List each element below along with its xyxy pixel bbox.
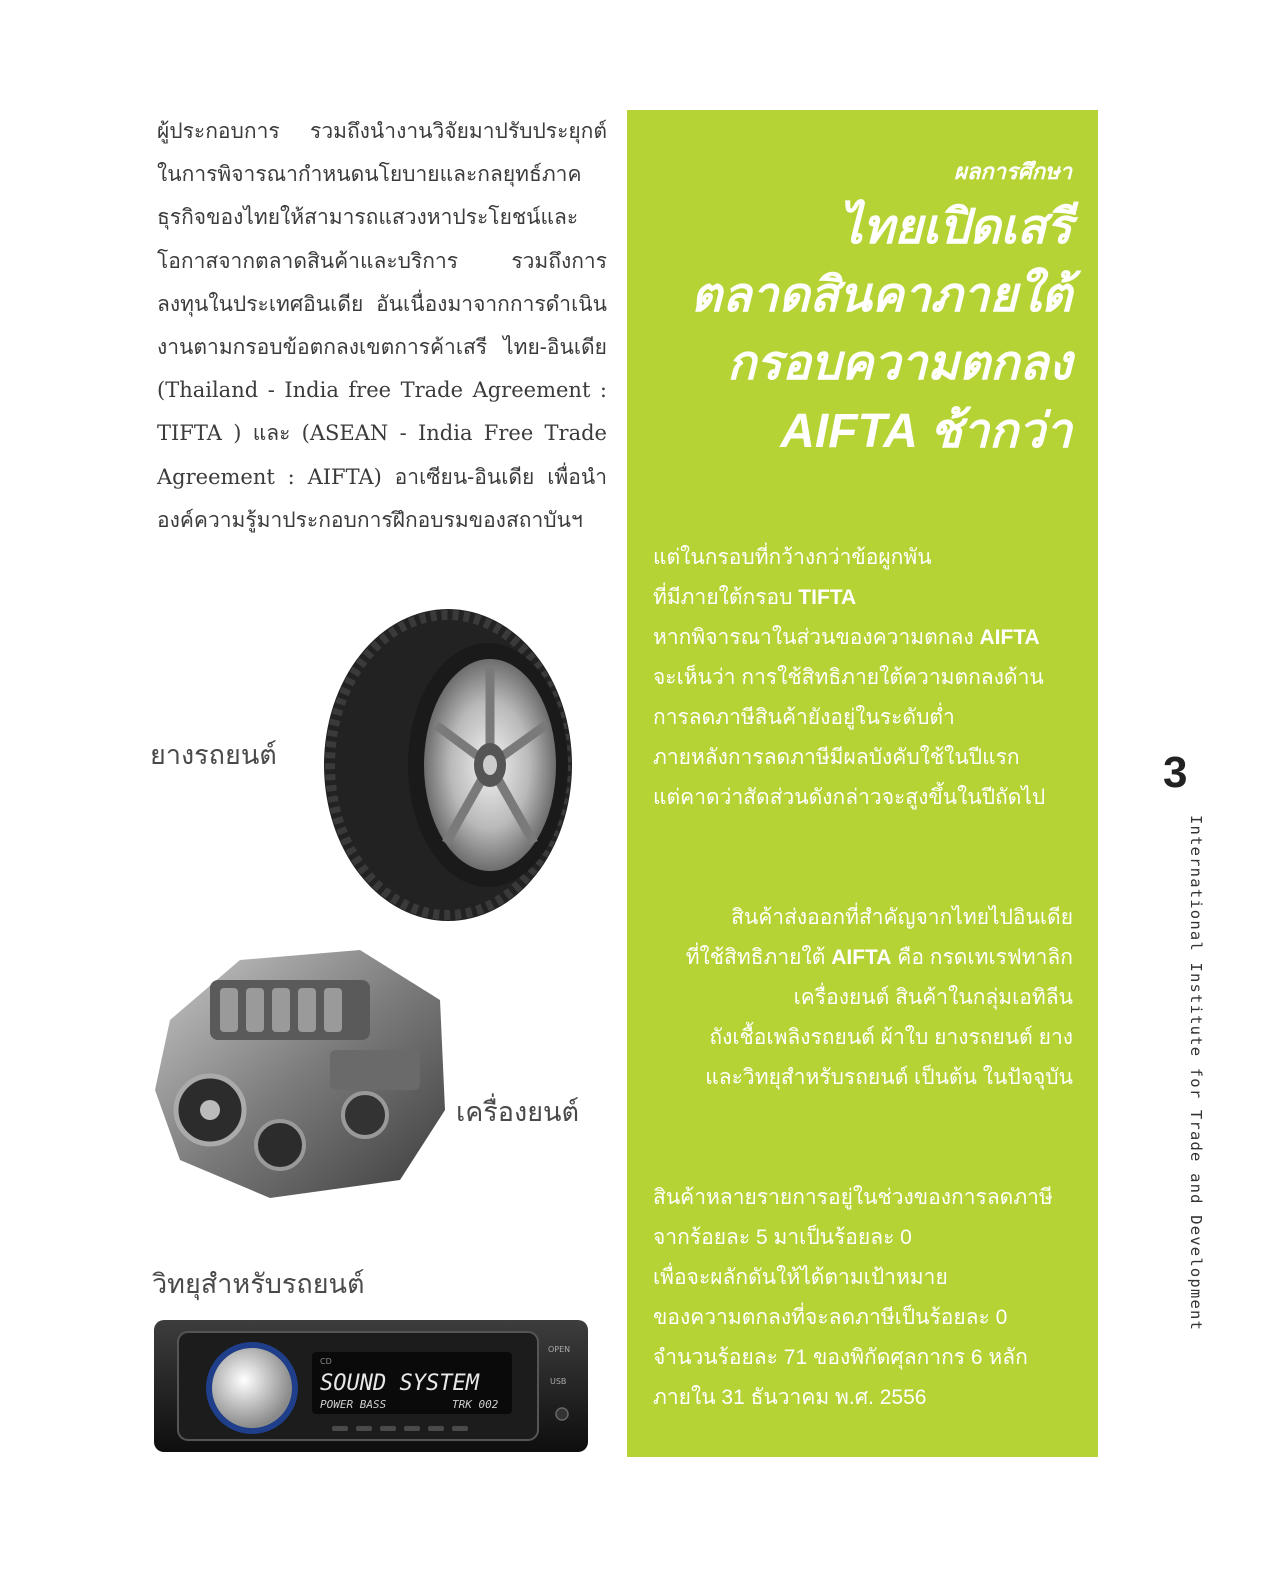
paragraph-line: แต่คาดว่าสัดส่วนดังกล่าวจะสูงขึ้นในปีถัดไป [653,786,1046,809]
paragraph-line [653,578,1073,618]
panel-kicker: ผลการศึกษา [953,159,1072,184]
radio-display-track: TRK 002 [452,1398,499,1411]
tifta-emphasis: TIFTA [798,586,857,609]
headline-line: ไทยเปิดเสรี [838,201,1072,254]
radio-display-sub: POWER BASS [320,1398,387,1411]
aifta-emphasis: AIFTA [979,626,1040,649]
radio-open-label: OPEN [548,1345,571,1354]
line-text: หากพิจารณาในส่วนของความตกลง [653,626,980,649]
page-number: 3 [1163,748,1188,797]
finding-paragraph-3 [653,1178,1073,1418]
line-text: ที่มีภายใต้กรอบ [653,586,799,609]
paragraph-line: จำนวนร้อยละ 71 ของพิกัดศุลกากร 6 หลัก [653,1346,1028,1369]
paragraph-line: และวิทยุสำหรับรถยนต์ เป็นต้น ในปัจจุบัน [705,1066,1073,1089]
line-text: ที่ใช้สิทธิภายใต้ [685,946,832,969]
paragraph-line: สินค้าหลายรายการอยู่ในช่วงของการลดภาษี [653,1186,1053,1209]
paragraph-line: จากร้อยละ 5 มาเป็นร้อยละ 0 [653,1226,912,1249]
headline-line: AIFTA ช้ากว่า [780,405,1072,458]
panel-headline [632,194,1072,466]
car-radio-image [152,1316,592,1464]
finding-paragraph-1 [653,538,1073,818]
paragraph-line [653,618,1073,658]
radio-usb-label: USB [550,1377,567,1386]
paragraph-line: เครื่องยนต์ สินค้าในกลุ่มเอทิลีน [793,986,1073,1009]
paragraph-line: ภายหลังการลดภาษีมีผลบังคับใช้ในปีแรก [653,746,1020,769]
finding-paragraph-2 [653,898,1073,1098]
findings-panel [627,110,1098,1457]
paragraph-line: การลดภาษีสินค้ายังอยู่ในระดับต่ำ [653,706,955,729]
radio-cd-label: CD [320,1357,332,1366]
engine-image [150,940,450,1202]
paragraph-line: สินค้าส่งออกที่สำคัญจากไทยไปอินเดีย [731,906,1073,929]
aifta-emphasis: AIFTA [831,946,892,969]
engine-caption: เครื่องยนต์ [456,1097,580,1127]
paragraph-line: แต่ในกรอบที่กว้างกว่าข้อผูกพัน [653,546,932,569]
intro-paragraph: ผู้ประกอบการ รวมถึงนำงานวิจัยมาปรับประยุกต์ในการพิจารณากำหนดนโยบายและกลยุทธ์ภาคธุรกิจของไทยให้สามารถแสวงหาประโยชน์และโอกาสจากตลาดสินค้าและบริการ รวมถึงการลงทุนในประเทศอินเดีย อันเนื่องมาจากการดำเนินงานตามกรอบข้อตกลงเขตการค้าเสรี ไทย-อินเดีย (Thailand - India free Trade Agreement : TIFTA ) และ (ASEAN - India Free Trade Agreement : AIFTA) อาเซียน-อินเดีย เพื่อนำองค์ความรู้มาประกอบการฝึกอบรมของสถาบันฯ [157,119,607,532]
intro-paragraph-block [157,110,607,542]
radio-caption: วิทยุสำหรับรถยนต์ [152,1269,365,1299]
paragraph-line: เพื่อจะผลักดันให้ได้ตามเป้าหมาย [653,1266,948,1289]
paragraph-line: ภายใน 31 ธันวาคม พ.ศ. 2556 [653,1386,927,1409]
headline-line: ตลาดสินคาภายใต้ [690,269,1072,322]
tire-caption: ยางรถยนต์ [150,740,277,770]
paragraph-line: จะเห็นว่า การใช้สิทธิภายใต้ความตกลงด้าน [653,666,1044,689]
headline-line: กรอบความตกลง [727,337,1072,390]
tire-image [320,605,580,925]
publisher-vertical-label: International Institute for Trade and Development [1187,815,1205,1332]
paragraph-line: ของความตกลงที่จะลดภาษีเป็นร้อยละ 0 [653,1306,1008,1329]
line-text: คือ กรดเทเรฟทาลิก [891,946,1073,969]
radio-display-main: SOUND SYSTEM [320,1371,479,1396]
paragraph-line [653,938,1073,978]
paragraph-line: ถังเชื้อเพลิงรถยนต์ ผ้าใบ ยางรถยนต์ ยาง [709,1026,1073,1049]
